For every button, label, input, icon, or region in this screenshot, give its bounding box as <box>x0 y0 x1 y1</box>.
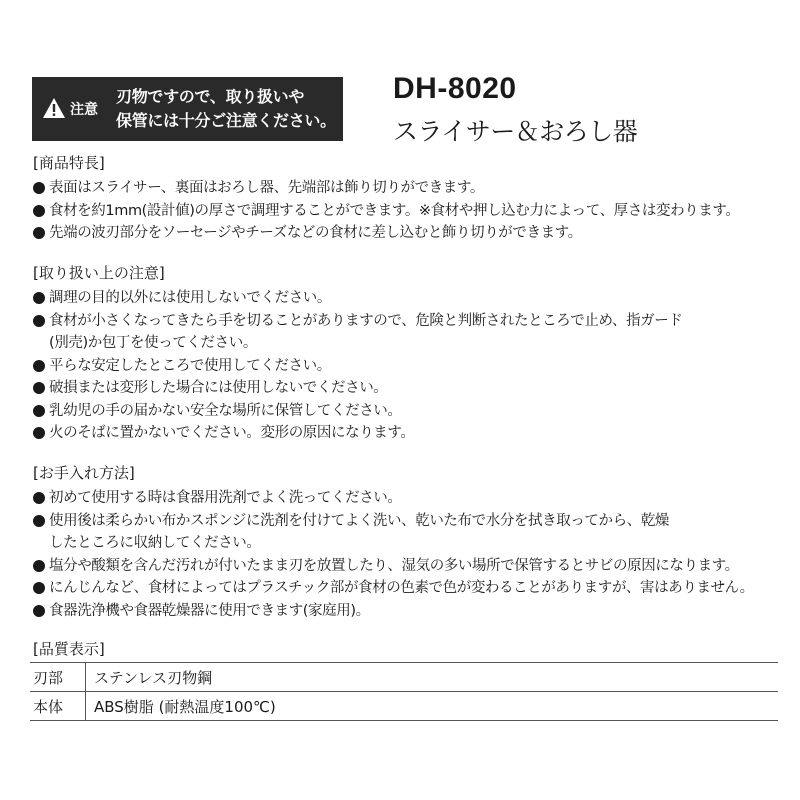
bullet-icon <box>33 582 45 594</box>
warning-triangle-icon <box>42 97 66 119</box>
bullet-icon <box>33 427 45 439</box>
care-title: [お手入れ方法] <box>33 464 135 482</box>
warning-label: 注意 <box>70 102 98 118</box>
table-row <box>30 663 778 692</box>
bullet-icon <box>33 182 45 194</box>
bullet-icon <box>33 360 45 372</box>
list-item: 先端の波刃部分をソーセージやチーズなどの食材に差し込むと飾り切りができます。 <box>33 222 783 245</box>
bullet-icon <box>33 492 45 504</box>
list-item: 平らな安定したところで使用してください。 <box>33 355 783 378</box>
model-number: DH-8020 <box>393 72 517 105</box>
quality-value: ABS樹脂 (耐熱温度100℃) <box>86 692 779 721</box>
warning-line-1: 刃物ですので、取り扱いや <box>116 87 305 106</box>
list-item: 火のそばに置かないでください。変形の原因になります。 <box>33 422 783 445</box>
bullet-icon <box>33 315 45 327</box>
bullet-icon <box>33 405 45 417</box>
quality-value: ステンレス刃物鋼 <box>86 663 779 692</box>
list-item: 使用後は柔らかい布かスポンジに洗剤を付けてよく洗い、乾いた布で水分を拭き取ってから、乾燥 したところに収納してください。 <box>33 510 783 555</box>
warning-box <box>32 77 343 141</box>
quality-title: [品質表示] <box>33 640 105 658</box>
handling-title: [取り扱い上の注意] <box>33 264 165 282</box>
bullet-icon <box>33 205 45 217</box>
list-item: 塩分や酸類を含んだ汚れが付いたまま刃を放置したり、湿気の多い場所で保管するとサビの原因になります。 <box>33 555 783 578</box>
list-item: 調理の目的以外には使用しないでください。 <box>33 287 783 310</box>
quality-key: 刃部 <box>30 663 86 692</box>
list-item: 表面はスライサー、裏面はおろし器、先端部は飾り切りができます。 <box>33 177 783 200</box>
table-row <box>30 692 778 721</box>
care-list <box>33 487 783 622</box>
warning-text <box>116 85 336 133</box>
quality-table <box>30 662 778 721</box>
features-title: [商品特長] <box>33 154 105 172</box>
bullet-icon <box>33 515 45 527</box>
list-item: 食材が小さくなってきたら手を切ることがありますので、危険と判断されたところで止め、指ガード (別売)か包丁を使ってください。 <box>33 310 783 355</box>
warning-line-2: 保管には十分ご注意ください。 <box>116 111 336 130</box>
list-item: 初めて使用する時は食器用洗剤でよく洗ってください。 <box>33 487 783 510</box>
handling-list <box>33 287 783 445</box>
bullet-icon <box>33 292 45 304</box>
bullet-icon <box>33 382 45 394</box>
quality-key: 本体 <box>30 692 86 721</box>
list-item: にんじんなど、食材によってはプラスチック部が食材の色素で色が変わることがありますが、害はありません。 <box>33 577 783 600</box>
list-item: 食材を約1mm(設計値)の厚さで調理することができます。※食材や押し込む力によって、厚さは変わります。 <box>33 200 783 223</box>
list-item: 乳幼児の手の届かない安全な場所に保管してください。 <box>33 400 783 423</box>
bullet-icon <box>33 227 45 239</box>
bullet-icon <box>33 605 45 617</box>
list-item: 食器洗浄機や食器乾燥器に使用できます(家庭用)。 <box>33 600 783 623</box>
list-item: 破損または変形した場合には使用しないでください。 <box>33 377 783 400</box>
product-name: スライサー＆おろし器 <box>393 117 638 146</box>
features-list <box>33 177 783 245</box>
bullet-icon <box>33 560 45 572</box>
